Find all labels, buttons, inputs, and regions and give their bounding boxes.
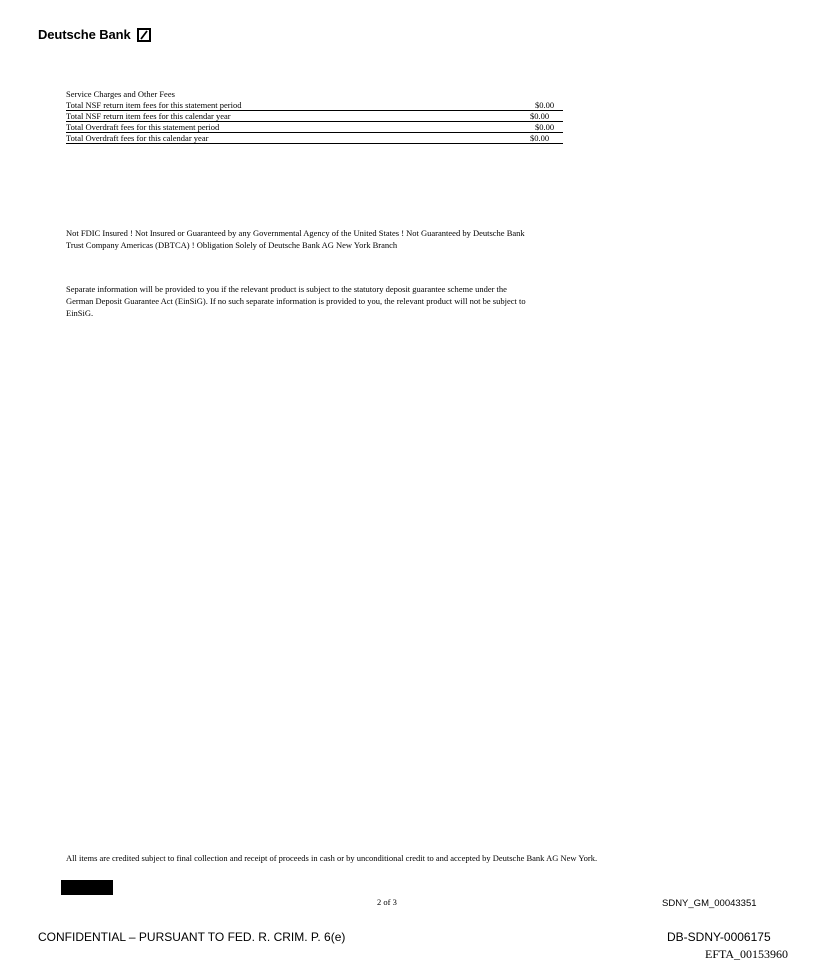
bates-number-sdny-gm: SDNY_GM_00043351	[662, 898, 757, 909]
einsig-disclaimer: Separate information will be provided to you if the relevant product is subject to the statutory deposit guarantee scheme under the German Deposit Guarantee Act (EinSiG). If no such separate information is provided to you, the relevant product will not be subject to EinSiG.	[66, 284, 526, 318]
fee-label: Total NSF return item fees for this statement period	[66, 100, 242, 110]
fee-row	[66, 122, 563, 133]
confidential-notice: CONFIDENTIAL – PURSUANT TO FED. R. CRIM. P. 6(e)	[38, 930, 346, 944]
credit-note: All items are credited subject to final collection and receipt of proceeds in cash or by unconditional credit to and accepted by Deutsche Bank AG New York.	[66, 853, 598, 863]
fee-row	[66, 133, 563, 144]
fee-label: Total Overdraft fees for this statement period	[66, 122, 220, 132]
fee-amount: $0.00	[530, 111, 550, 121]
deutsche-bank-logo-icon	[137, 28, 151, 42]
fee-row	[66, 111, 563, 122]
service-charges-table	[66, 88, 563, 144]
redaction-box	[61, 880, 113, 895]
efta-number: EFTA_00153960	[705, 947, 789, 961]
fee-amount: $0.00	[535, 122, 555, 132]
fee-amount: $0.00	[530, 133, 550, 143]
fdic-disclaimer: Not FDIC Insured ! Not Insured or Guaranteed by any Governmental Agency of the United States ! Not Guaranteed by Deutsche Bank Trust Company Americas (DBTCA) ! Obligation Solely of Deutsche Bank AG New York Branch	[66, 228, 525, 250]
fee-label: Total Overdraft fees for this calendar year	[66, 133, 209, 143]
brand-header	[38, 27, 151, 42]
fee-amount: $0.00	[535, 100, 555, 110]
brand-name: Deutsche Bank	[38, 27, 131, 42]
service-charges-title: Service Charges and Other Fees	[66, 89, 175, 99]
fee-label: Total NSF return item fees for this calendar year	[66, 111, 231, 121]
bates-number-db: DB-SDNY-0006175	[667, 930, 771, 944]
fee-row	[66, 100, 563, 111]
page-number: 2 of 3	[377, 897, 397, 907]
